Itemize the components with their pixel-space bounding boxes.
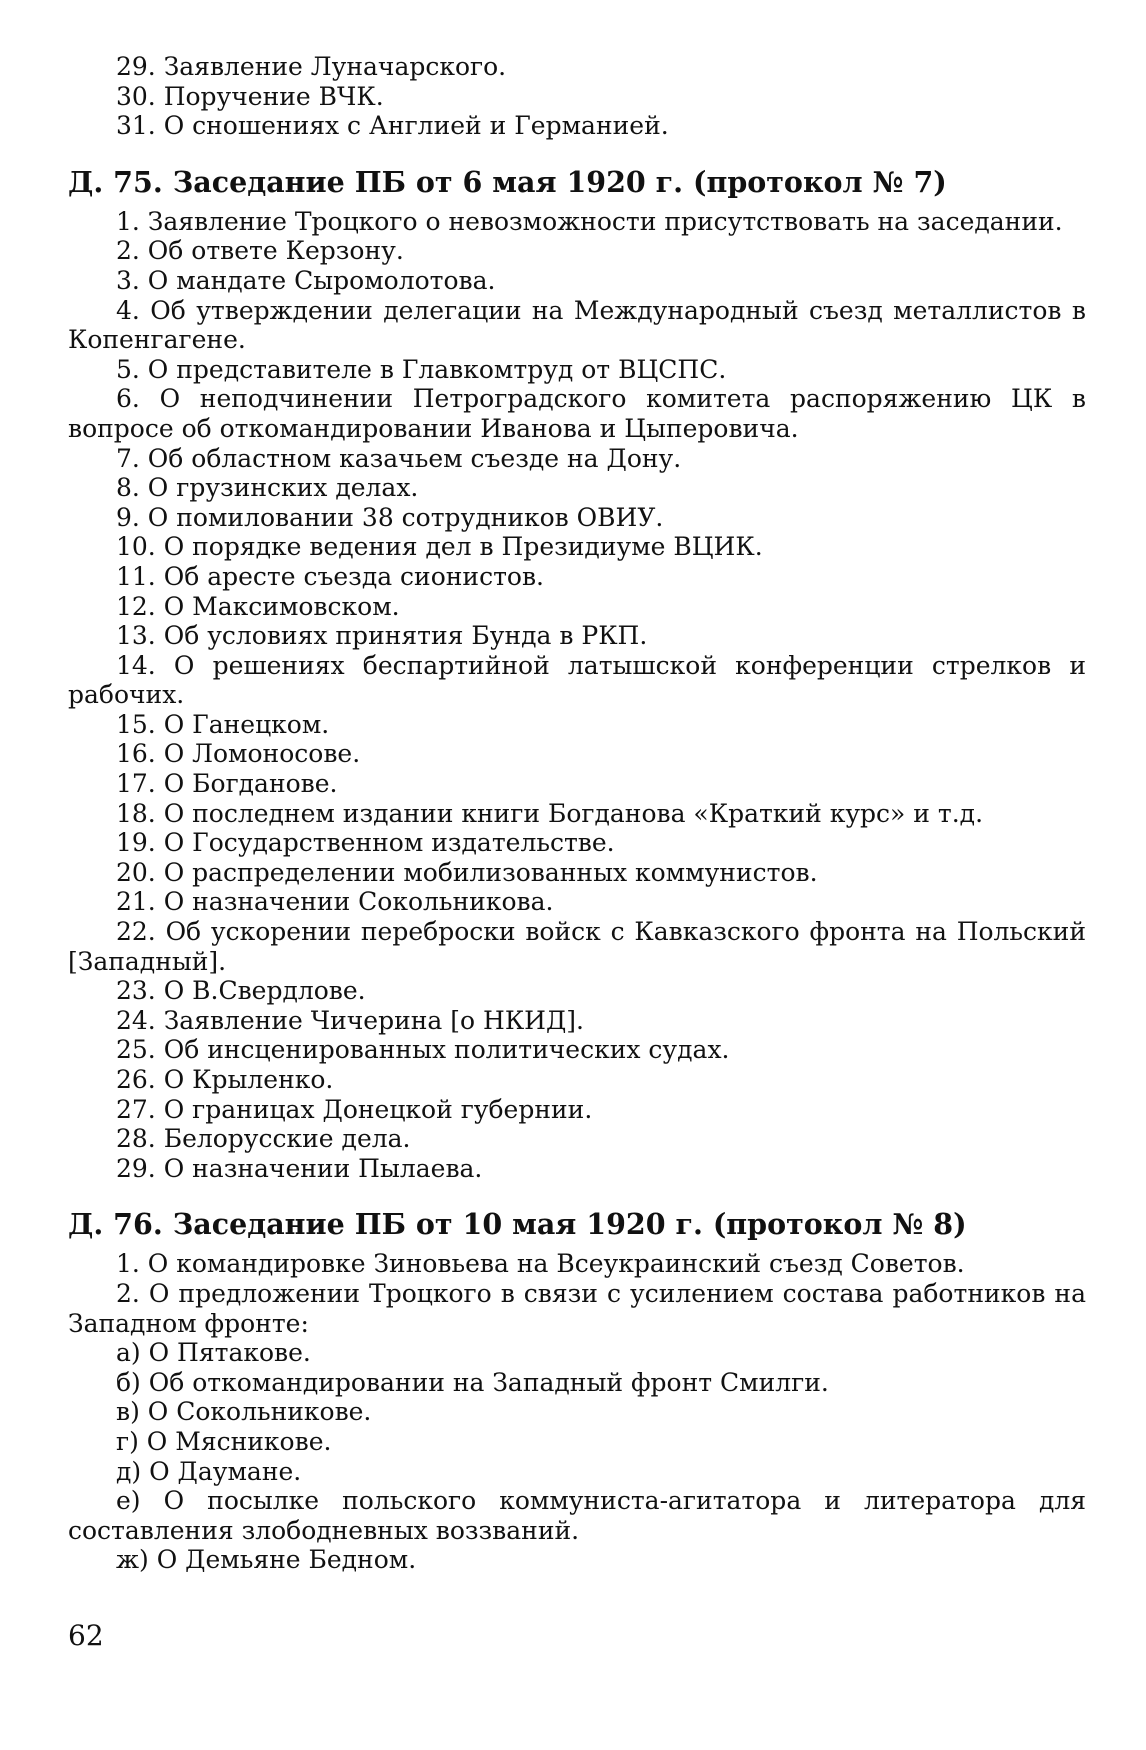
list-item: б) Об откомандировании на Западный фронт Смилги. xyxy=(116,1367,829,1397)
list-item: 23. О В.Свердлове. xyxy=(116,976,366,1006)
list-item: 20. О распределении мобилизованных коммунистов. xyxy=(116,857,818,887)
list-item: 13. Об условиях принятия Бунда в РКП. xyxy=(116,621,648,651)
list-item: 31. О сношениях с Англией и Германией. xyxy=(116,111,669,141)
section-d76 xyxy=(68,1207,1086,1575)
list-item: 1. Заявление Троцкого о невозможности присутствовать на заседании. xyxy=(116,206,1063,236)
list-item: 27. О границах Донецкой губернии. xyxy=(116,1094,593,1124)
section-continued xyxy=(68,52,1086,141)
list-item: 19. О Государственном издательстве. xyxy=(116,828,615,858)
list-item: ж) О Демьяне Бедном. xyxy=(116,1545,417,1575)
list-item: 2. Об ответе Керзону. xyxy=(116,236,404,266)
page-content xyxy=(68,52,1086,1575)
list-item: 12. О Максимовском. xyxy=(116,591,400,621)
list-item: в) О Сокольникове. xyxy=(116,1397,372,1427)
list-item: 24. Заявление Чичерина [о НКИД]. xyxy=(116,1005,584,1035)
list-item: 21. О назначении Сокольникова. xyxy=(116,887,554,917)
list-item: 3. О мандате Сыромолотова. xyxy=(116,265,496,295)
list-item: 9. О помиловании 38 сотрудников ОВИУ. xyxy=(116,502,664,532)
list-item: 14. О решениях беспартийной латышской конференции стрелков и рабочих. xyxy=(68,650,1086,710)
page-number: 62 xyxy=(68,1619,104,1652)
section-heading: Д. 75. Заседание ПБ от 6 мая 1920 г. (протокол № 7) xyxy=(68,164,947,199)
list-item: 8. О грузинских делах. xyxy=(116,473,419,503)
list-item: 29. О назначении Пылаева. xyxy=(116,1153,483,1183)
list-item: 17. О Богданове. xyxy=(116,769,338,799)
list-item: г) О Мясникове. xyxy=(116,1426,332,1456)
list-item: 10. О порядке ведения дел в Президиуме ВЦИК. xyxy=(116,532,763,562)
list-item: 2. О предложении Троцкого в связи с усилением состава работников на Западном фронте: xyxy=(68,1278,1086,1338)
list-item: 11. Об аресте съезда сионистов. xyxy=(116,561,545,591)
list-item: 18. О последнем издании книги Богданова «Краткий курс» и т.д. xyxy=(116,798,984,828)
list-item: 5. О представителе в Главкомтруд от ВЦСПС. xyxy=(116,354,727,384)
list-item: 25. Об инсценированных политических судах. xyxy=(116,1035,730,1065)
list-item: е) О посылке польского коммуниста-агитатора и литератора для составления злободневных воззваний. xyxy=(68,1486,1086,1545)
list-item: 7. Об областном казачьем съезде на Дону. xyxy=(116,443,682,473)
list-item: 1. О командировке Зиновьева на Всеукраинский съезд Советов. xyxy=(116,1249,965,1279)
list-item: д) О Даумане. xyxy=(116,1456,302,1486)
list-item: а) О Пятакове. xyxy=(116,1338,311,1368)
list-item: 4. Об утверждении делегации на Международный съезд металлистов в Копенгагене. xyxy=(68,295,1086,355)
section-heading: Д. 76. Заседание ПБ от 10 мая 1920 г. (протокол № 8) xyxy=(68,1207,967,1242)
list-item: 30. Поручение ВЧК. xyxy=(116,81,384,111)
section-d75 xyxy=(68,165,1086,1184)
list-item: 29. Заявление Луначарского. xyxy=(116,52,507,81)
list-item: 15. О Ганецком. xyxy=(116,709,330,739)
list-item: 28. Белорусские дела. xyxy=(116,1124,411,1154)
list-item: 22. Об ускорении переброски войск с Кавказского фронта на Польский [Западный]. xyxy=(68,917,1086,976)
list-item: 16. О Ломоносове. xyxy=(116,739,361,769)
list-item: 6. О неподчинении Петроградского комитета распоряжению ЦК в вопросе об откомандировании Иванова и Цыперовича. xyxy=(68,384,1086,443)
list-item: 26. О Крыленко. xyxy=(116,1065,334,1094)
